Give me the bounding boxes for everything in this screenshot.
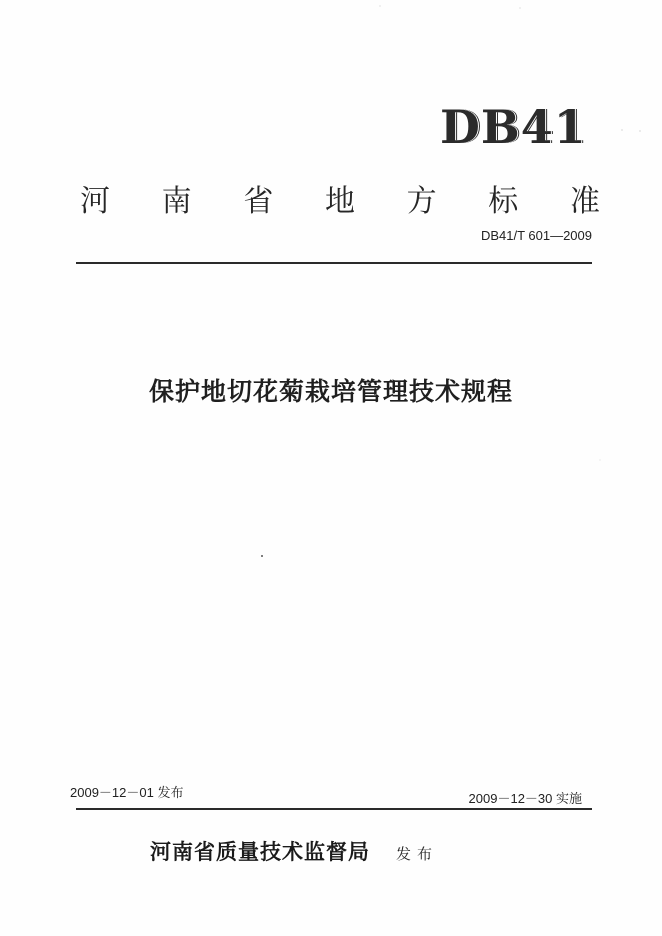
standard-type-char: 标	[488, 184, 519, 219]
issuer-line	[150, 836, 438, 866]
issue-date: 2009－12－01 发布	[70, 785, 184, 800]
footer-divider	[76, 808, 592, 810]
standard-type-char: 方	[406, 184, 437, 219]
standard-type-heading	[80, 176, 600, 220]
header-divider	[76, 262, 592, 264]
issuing-authority: 河南省质量技术监督局	[150, 839, 370, 864]
standard-type-char: 南	[161, 184, 192, 219]
document-title: 保护地切花菊栽培管理技术规程	[148, 377, 513, 406]
standard-type-char: 河	[80, 184, 110, 219]
issue-verb: 发布	[396, 845, 439, 863]
standard-number: DB41/T 601—2009	[480, 228, 592, 243]
standard-type-char: 地	[324, 184, 355, 219]
standard-code-logo: DB41	[440, 100, 587, 154]
standard-type-char: 准	[569, 184, 600, 219]
implementation-date: 2009－12－30 实施	[468, 791, 582, 806]
standard-type-char: 省	[243, 184, 274, 219]
